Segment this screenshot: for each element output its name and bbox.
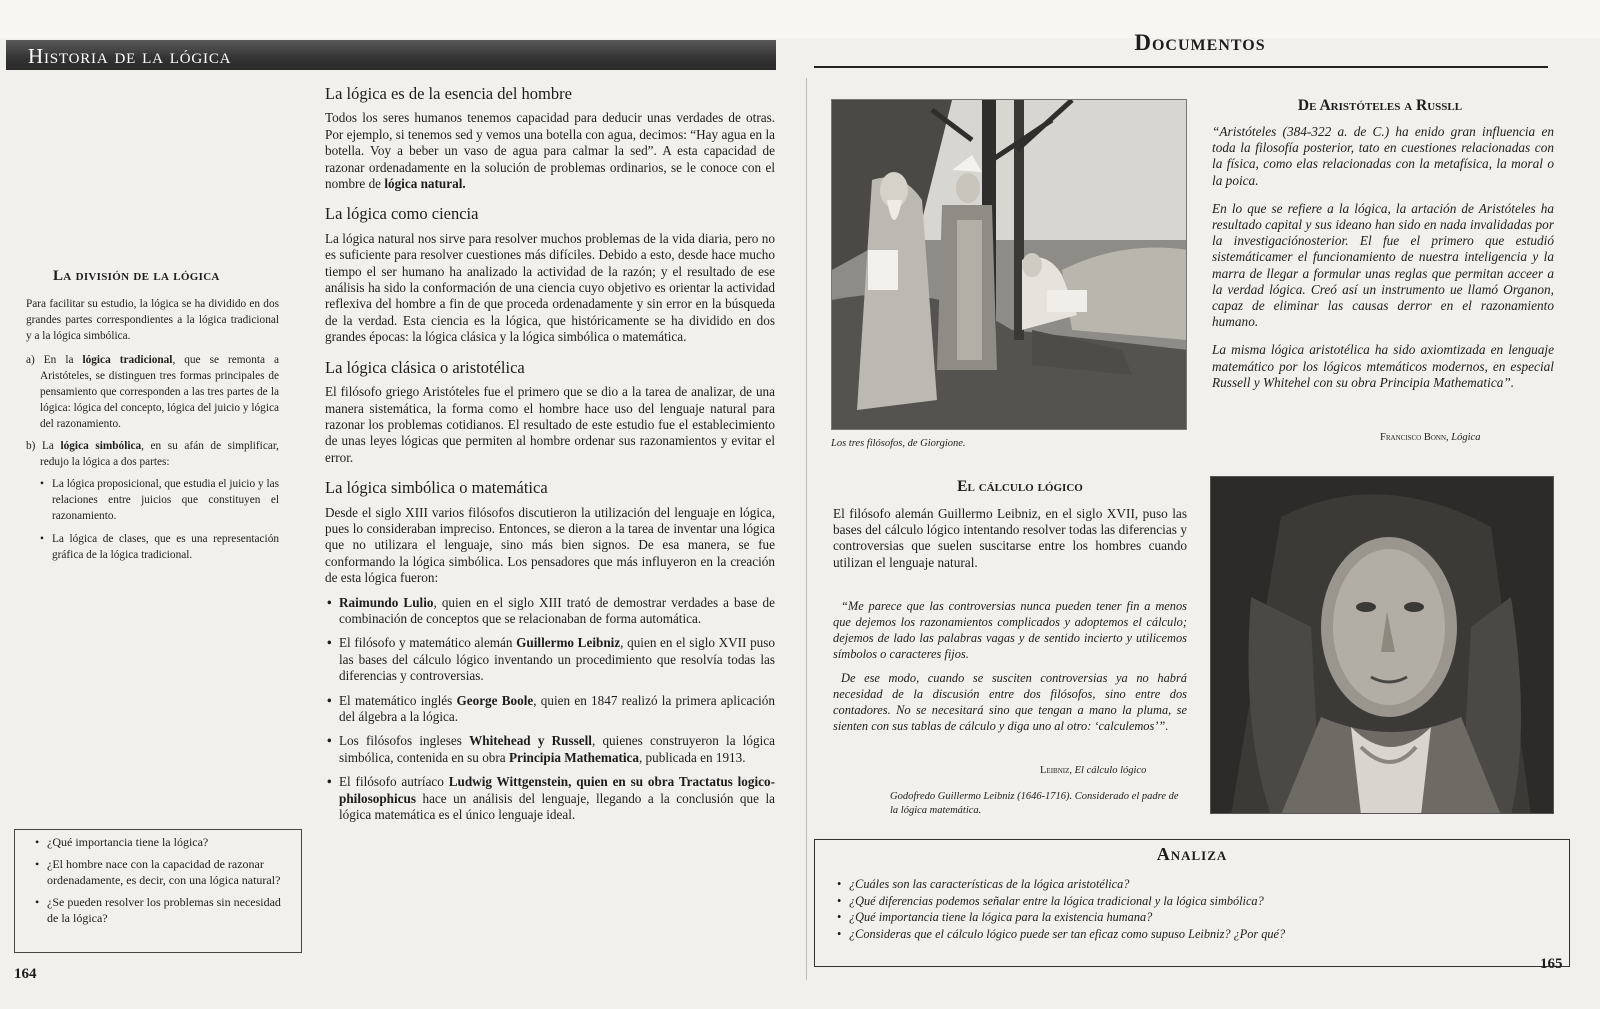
section-heading: La lógica clásica o aristotélica xyxy=(325,357,525,377)
thinkers-list xyxy=(325,595,775,824)
sidebar-bullet: • La lógica de clases, que es una representación gráfica de la lógica tradicional. xyxy=(52,531,279,563)
portrait-caption: Godofredo Guillermo Leibniz (1646-1716). Considerado el padre de la lógica matemática. xyxy=(890,791,1179,816)
documents-title: Documentos xyxy=(1134,30,1266,55)
aristotle-title: De Aristóteles a Russll xyxy=(1297,97,1463,114)
analiza-item: • ¿Qué diferencias podemos señalar entre la lógica tradicional y la lógica simbólica? xyxy=(837,893,1537,910)
page-number-left: 164 xyxy=(14,966,37,982)
section-heading: La lógica es de la esencia del hombre xyxy=(325,84,572,103)
analiza-item: • ¿Qué importancia tiene la lógica para la existencia humana? xyxy=(837,909,1537,926)
calculo-title: El cálculo lógico xyxy=(957,478,1083,495)
quote-paragraph: “Aristóteles (384-322 a. de C.) ha enido gran influencia en toda la filosofía posterior, tato en cuestiones relacionadas con la física, como elas relacionadas con la metafísica, la moral o la poica. xyxy=(1212,124,1554,188)
painting-caption: Los tres filósofos, de Giorgione. xyxy=(831,438,966,449)
page-number-right: 165 xyxy=(1540,956,1563,972)
calculo-text: El filósofo alemán Guillermo Leibniz, en el siglo XVII, puso las bases del cálculo lógico intentando resolver todas las diferencias y controversias que suelen suscitarse entre los hombres cuando utilizan el lenguaje natural. xyxy=(833,506,1187,570)
section-title: Historia de la lógica xyxy=(28,44,232,68)
sidebar-item-b: b) La lógica simbólica, en su afán de simplificar, redujo la lógica a dos partes: xyxy=(26,440,279,468)
thinker-item: • El filósofo autríaco Ludwig Wittgenstein, quien en su obra Tractatus logico-philosophicus hace un análisis del lenguaje, llegando a la conclusión que la lógica matemática es el único lenguaje ideal. xyxy=(339,774,775,823)
header-rule xyxy=(814,66,1548,68)
section-paragraph: La lógica natural nos sirve para resolver muchos problemas de la vida diaria, pero no es suficiente para resolver cuestiones más difíciles. Debido a esto, desde hace mucho tiempo el ser humano ha analizado la actividad de la razón; y el resultado de ese análisis ha sido la conformación de una ciencia cuyo objetivo es orientar la actividad reflexiva del hombre a fin de que proceda ordenadamente y sin error en la búsqueda de la verdad. Esta ciencia es la lógica, que históricamente se ha dividido en dos grandes épocas: la lógica clásica y la lógica simbólica o matemática. xyxy=(325,230,775,345)
analiza-item: • ¿Consideras que el cálculo lógico puede ser tan eficaz como supuso Leibniz? ¿Por qué? xyxy=(837,926,1537,943)
section-paragraph: Todos los seres humanos tenemos capacidad para deducir unas verdades de otras. Por ejemplo, si tenemos sed y vemos una botella con agua, decimos: “Hay agua en la botella. Voy a beber un vaso de agua para calmar la sed”. A esta capacidad de razonar ordenadamente en la solución de problemas ordinarios, se le conoce con el nombre de lógica natural. xyxy=(325,110,775,192)
question-item: • ¿Qué importancia tiene la lógica? xyxy=(35,834,291,850)
analiza-title: Analiza xyxy=(1156,844,1228,864)
section-paragraph: Desde el siglo XIII varios filósofos discutieron la utilización del lenguaje en lógica, pues lo consideraban impreciso. Entonces, se dieron a la tarea de inventar una lógica que no utilizara el lenguaje, sino más bien signos. De esa manera, se fue conformando la lógica simbólica. Los pensadores que más influyeron en la creación de esta lógica fueron: xyxy=(325,504,775,586)
analiza-box xyxy=(814,839,1570,967)
aristotle-source: Francisco Bonn, Lógica xyxy=(1380,432,1481,443)
top-margin xyxy=(0,0,1600,38)
sidebar-division xyxy=(26,296,279,570)
quote-paragraph: De ese modo, cuando se susciten controversias ya no habrá necesidad de la discusión entre dos filósofos, sino entre dos contadores. No se necesitará sino que tengan a mano la pluma, se sienten con sus tablas de cálculo y diga uno al otro: ‘calculemos’”. xyxy=(833,671,1187,733)
analiza-item: • ¿Cuáles son las características de la lógica aristotélica? xyxy=(837,876,1537,893)
thinker-item: • El filósofo y matemático alemán Guillermo Leibniz, quien en el siglo XVII puso las bases del cálculo lógico inventando un procedimiento que resolvía todas las diferencias y controversias. xyxy=(339,635,775,684)
question-item: • ¿Se pueden resolver los problemas sin necesidad de la lógica? xyxy=(35,894,291,926)
question-item: • ¿El hombre nace con la capacidad de razonar ordenadamente, es decir, con una lógica natural? xyxy=(35,856,291,888)
leibniz-source: Leibniz, El cálculo lógico xyxy=(1040,765,1147,776)
painting-three-philosophers xyxy=(831,99,1187,430)
thinker-item: • Raimundo Lulio, quien en el siglo XIII trató de demostrar verdades a base de combinación de conceptos que se relacionaban de forma automática. xyxy=(339,595,775,628)
page-gutter xyxy=(806,78,807,980)
quote-paragraph: En lo que se refiere a la lógica, la artación de Aristóteles ha resultado capital y sus ideano han sido en nada invalidadas por la investigaciónosterior. El fue el primero que estudió sistemáticamer el funcionamiento de nuestra inteligencia y la marra de llegar a formular unas reglas que permitan acceer a la verdad lógica. Creó así un instrumento ue llamó Organon, capaz de eliminar las causas derror en el razonamiento humano. xyxy=(1212,200,1554,330)
leibniz-portrait xyxy=(1210,476,1554,814)
sidebar-bullets xyxy=(26,476,279,563)
section-header-bar xyxy=(6,40,776,70)
quote-paragraph: La misma lógica aristotélica ha sido axiomtizada en lenguaje matemático por los lógicos mtemáticos modernos, en especial Russell y Whitehel con su obra Principia Mathematica”. xyxy=(1212,342,1554,390)
section-heading: La lógica simbólica o matemática xyxy=(325,478,548,498)
thinker-item: • Los filósofos ingleses Whitehead y Russell, quienes construyeron la lógica simbólica, contenida en su obra Principia Mathematica, publicada en 1913. xyxy=(339,733,775,766)
leibniz-quote xyxy=(833,598,1187,742)
sidebar-bullet: • La lógica proposicional, que estudia el juicio y las relaciones entre juicios que constituyen el razonamiento. xyxy=(52,476,279,524)
section-heading: La lógica como ciencia xyxy=(325,204,479,224)
main-column xyxy=(325,86,775,831)
sidebar-intro: Para facilitar su estudio, la lógica se ha dividido en dos grandes partes correspondientes a la lógica tradicional y a la lógica simbólica. xyxy=(26,298,279,342)
aristotle-quote xyxy=(1212,124,1554,403)
questions-box xyxy=(14,829,302,953)
sidebar-item-a: a) En la lógica tradicional, que se remonta a Aristóteles, se distinguen tres formas principales de pensamiento que corresponden a las tres partes de la lógica: lógica del concepto, lógica del juicio y lógica del razonamiento. xyxy=(26,354,280,430)
section-paragraph: El filósofo griego Aristóteles fue el primero que se dio a la tarea de analizar, de una manera sistemática, la forma como el hombre hace uso del lenguaje natural para razonar los problemas cotidianos. El resultado de este estudio fue el establecimiento de unas leyes lógicas que permiten al hombre ordenar sus razonamientos y evitar el error. xyxy=(325,384,775,465)
thinker-item: • El matemático inglés George Boole, quien en 1847 realizó la primera aplicación del álgebra a la lógica. xyxy=(339,693,775,726)
quote-paragraph: “Me parece que las controversias nunca pueden tener fin a menos que dejemos los razonamientos complicados y adoptemos el cálculo; dejemos de lado las palabras vagas y de sentido incierto y utilicemos símbolos o caracteres fijos. xyxy=(833,599,1187,661)
analiza-list xyxy=(837,876,1537,942)
sidebar-title: La división de la lógica xyxy=(53,268,220,284)
